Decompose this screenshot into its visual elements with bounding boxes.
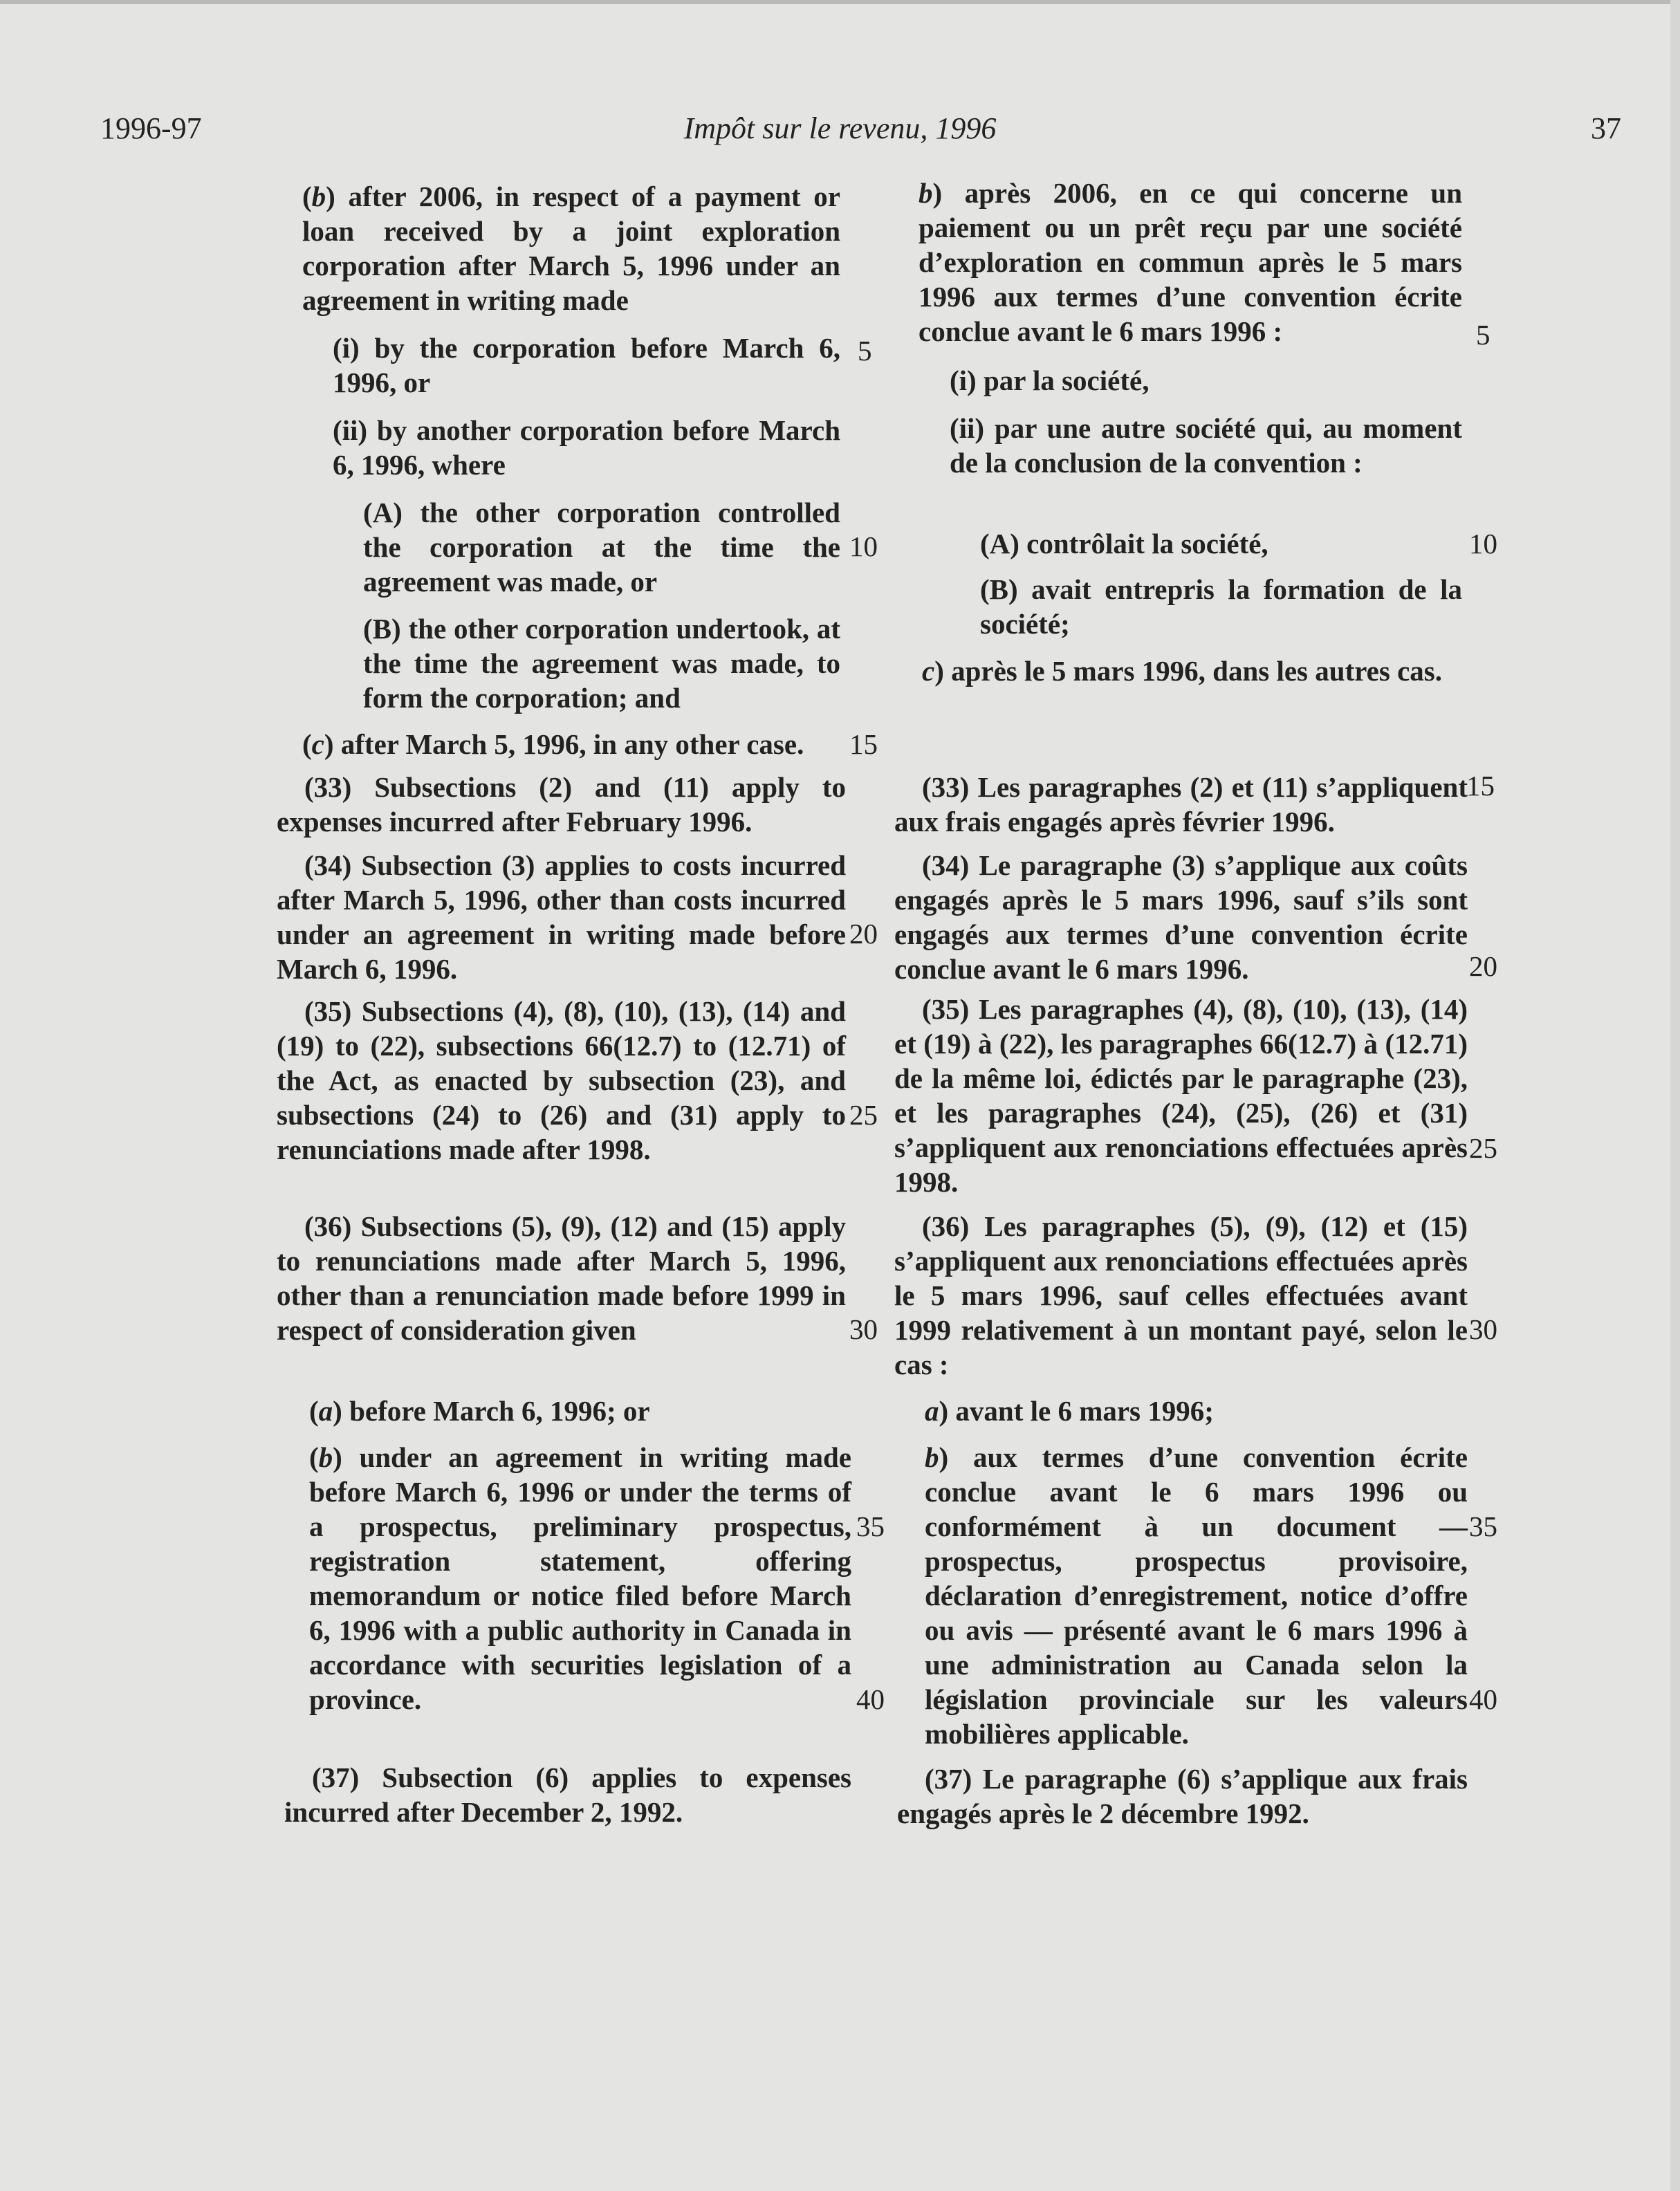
en-subsection-33: (33) Subsections (2) and (11) apply to expenses incurred after February 1996.: [277, 771, 846, 838]
en-paragraph-b-text: after 2006, in respect of a payment or loan received by a joint exploration corporation after March 5, 1996 under an agreement in writing made: [302, 181, 840, 316]
fr-subsection-35: (35) Les paragraphes (4), (8), (10), (13), (14) et (19) à (22), les paragraphes 66(12.7) à (12.71) de la même loi, édictés par le paragraphe (23), et les paragraphes (24), (25), (26) et (31) s’appliquent aux renonciations effectuées après 1998.: [894, 993, 1468, 1198]
scan-top-border: [0, 0, 1680, 4]
fr-subsection-36: (36) Les paragraphes (5), (9), (12) et (15) s’appliquent aux renonciations effectuées après le 5 mars 1996, sauf celles effectuées avant 1999 relativement à un montant payé, selon le cas :: [894, 1210, 1468, 1380]
fr-paragraph-36-b: b) aux termes d’une convention écrite conclue avant le 6 mars 1996 ou conformément à un document — prospectus, prospectus provisoire, déclaration d’enregistrement, notice d’offre ou avis — présenté avant le 6 mars 1996 à une administration au Canada selon la législation provinciale sur les valeurs mobilières applicable.: [925, 1441, 1468, 1750]
fr-paragraph-b: b) après 2006, en ce qui concerne un paiement ou un prêt reçu par une société d’exploration en commun après le 5 mars 1996 aux termes d’une convention écrite conclue avant le 6 mars 1996 :: [919, 177, 1462, 347]
en-paragraph-36-b: (b) under an agreement in writing made before March 6, 1996 or under the terms of a prospectus, preliminary prospectus, registration statement, offering memorandum or notice filed before March 6, 1996 with a public authority in Canada in accordance with securities legislation of a province.: [309, 1441, 851, 1715]
en-paragraph-36-b-text: under an agreement in writing made before March 6, 1996 or under the terms of a prospectus, preliminary prospectus, registration statement, offering memorandum or notice filed before March 6, 1996 with a public authority in Canada in accordance with securities legislation of a province.: [309, 1441, 851, 1715]
en-clause-b-ii-b: (B) the other corporation undertook, at the time the agreement was made, to form the corporation; and: [363, 613, 840, 714]
line-number-fr-20: 20: [1469, 950, 1497, 982]
en-paragraph-c-label: c: [311, 728, 324, 760]
fr-clause-b-ii-a: (A) contrôlait la société,: [980, 528, 1268, 560]
fr-paragraph-b-label: b: [919, 177, 933, 209]
en-subparagraph-b-ii: (ii) by another corporation before March 6, 1996, where: [333, 414, 840, 481]
line-number-fr-30: 30: [1469, 1313, 1497, 1345]
line-number-fr-10: 10: [1469, 528, 1497, 560]
fr-subsection-33: (33) Les paragraphes (2) et (11) s’appliquent aux frais engagés après février 1996.: [894, 771, 1468, 838]
line-number-en-30: 30: [849, 1313, 878, 1345]
en-paragraph-b: (b) after 2006, in respect of a payment or loan received by a joint exploration corporation after March 5, 1996 under an agreement in writing made: [302, 181, 840, 316]
line-number-en-40: 40: [856, 1683, 885, 1715]
fr-clause-b-ii-b: (B) avait entrepris la formation de la société;: [980, 573, 1462, 640]
line-number-en-25: 25: [849, 1099, 878, 1131]
line-number-fr-5: 5: [1476, 319, 1490, 351]
en-paragraph-36-a-text: before March 6, 1996; or: [342, 1395, 650, 1427]
en-paragraph-36-a: (a) before March 6, 1996; or: [309, 1395, 650, 1427]
en-subsection-37: (37) Subsection (6) applies to expenses incurred after December 2, 1992.: [284, 1762, 851, 1828]
fr-paragraph-c-label: c: [922, 655, 935, 687]
fr-paragraph-b-text: après 2006, en ce qui concerne un paiement ou un prêt reçu par une société d’exploration en commun après le 5 mars 1996 aux termes d’une convention écrite conclue avant le 6 mars 1996 :: [919, 177, 1462, 347]
fr-subparagraph-b-ii: (ii) par une autre société qui, au moment de la conclusion de la convention :: [950, 412, 1462, 479]
fr-subsection-34: (34) Le paragraphe (3) s’applique aux coûts engagés après le 5 mars 1996, sauf s’ils sont engagés aux termes d’une convention écrite conclue avant le 6 mars 1996.: [894, 849, 1468, 985]
en-paragraph-36-b-label: b: [318, 1441, 333, 1473]
header-bill-number: 1996-97: [100, 111, 202, 145]
line-number-en-15: 15: [849, 728, 878, 760]
page-number: 37: [1591, 111, 1621, 145]
fr-paragraph-c: c) après le 5 mars 1996, dans les autres cas.: [922, 655, 1442, 687]
en-subsection-34: (34) Subsection (3) applies to costs incurred after March 5, 1996, other than costs incurred under an agreement in writing made before March 6, 1996.: [277, 849, 846, 985]
en-subsection-35: (35) Subsections (4), (8), (10), (13), (14) and (19) to (22), subsections 66(12.7) to (12.71) of the Act, as enacted by subsection (23), and subsections (24) to (26) and (31) apply to renunciations made after 1998.: [277, 995, 846, 1165]
line-number-en-35: 35: [856, 1510, 885, 1542]
line-number-fr-25: 25: [1469, 1132, 1497, 1164]
line-number-en-10: 10: [849, 530, 878, 562]
en-paragraph-36-a-label: a: [318, 1395, 333, 1427]
fr-paragraph-36-a-label: a: [925, 1395, 939, 1427]
fr-paragraph-36-b-label: b: [925, 1441, 939, 1473]
fr-subsection-37: (37) Le paragraphe (6) s’applique aux frais engagés après le 2 décembre 1992.: [897, 1763, 1468, 1829]
header-title: Impôt sur le revenu, 1996: [683, 111, 997, 145]
fr-paragraph-36-a: a) avant le 6 mars 1996;: [925, 1395, 1214, 1427]
en-clause-b-ii-a: (A) the other corporation controlled the corporation at the time the agreement was made, or: [363, 497, 840, 598]
line-number-en-20: 20: [849, 918, 878, 950]
line-number-fr-40: 40: [1469, 1683, 1497, 1715]
fr-paragraph-36-a-text: avant le 6 mars 1996;: [948, 1395, 1214, 1427]
line-number-fr-35: 35: [1469, 1510, 1497, 1542]
line-number-en-5: 5: [858, 335, 872, 367]
en-paragraph-c-text: after March 5, 1996, in any other case.: [333, 728, 804, 760]
en-subparagraph-b-i: (i) by the corporation before March 6, 1996, or: [333, 332, 840, 398]
scan-right-edge: [1670, 0, 1680, 2191]
fr-paragraph-c-text: après le 5 mars 1996, dans les autres cas.: [943, 655, 1442, 687]
en-paragraph-b-label: b: [311, 181, 326, 212]
en-paragraph-c: (c) after March 5, 1996, in any other case.: [302, 728, 804, 760]
en-subsection-36: (36) Subsections (5), (9), (12) and (15) apply to renunciations made after March 5, 1996, other than a renunciation made before 1999 in respect of consideration given: [277, 1210, 846, 1346]
line-number-fr-15: 15: [1466, 770, 1495, 802]
fr-paragraph-36-b-text: aux termes d’une convention écrite conclue avant le 6 mars 1996 ou conformément à un document — prospectus, prospectus provisoire, déclaration d’enregistrement, notice d’offre ou avis — présenté avant le 6 mars 1996 à une administration au Canada selon la législation provinciale sur les valeurs mobilières applicable.: [925, 1441, 1468, 1750]
fr-subparagraph-b-i: (i) par la société,: [950, 364, 1150, 396]
